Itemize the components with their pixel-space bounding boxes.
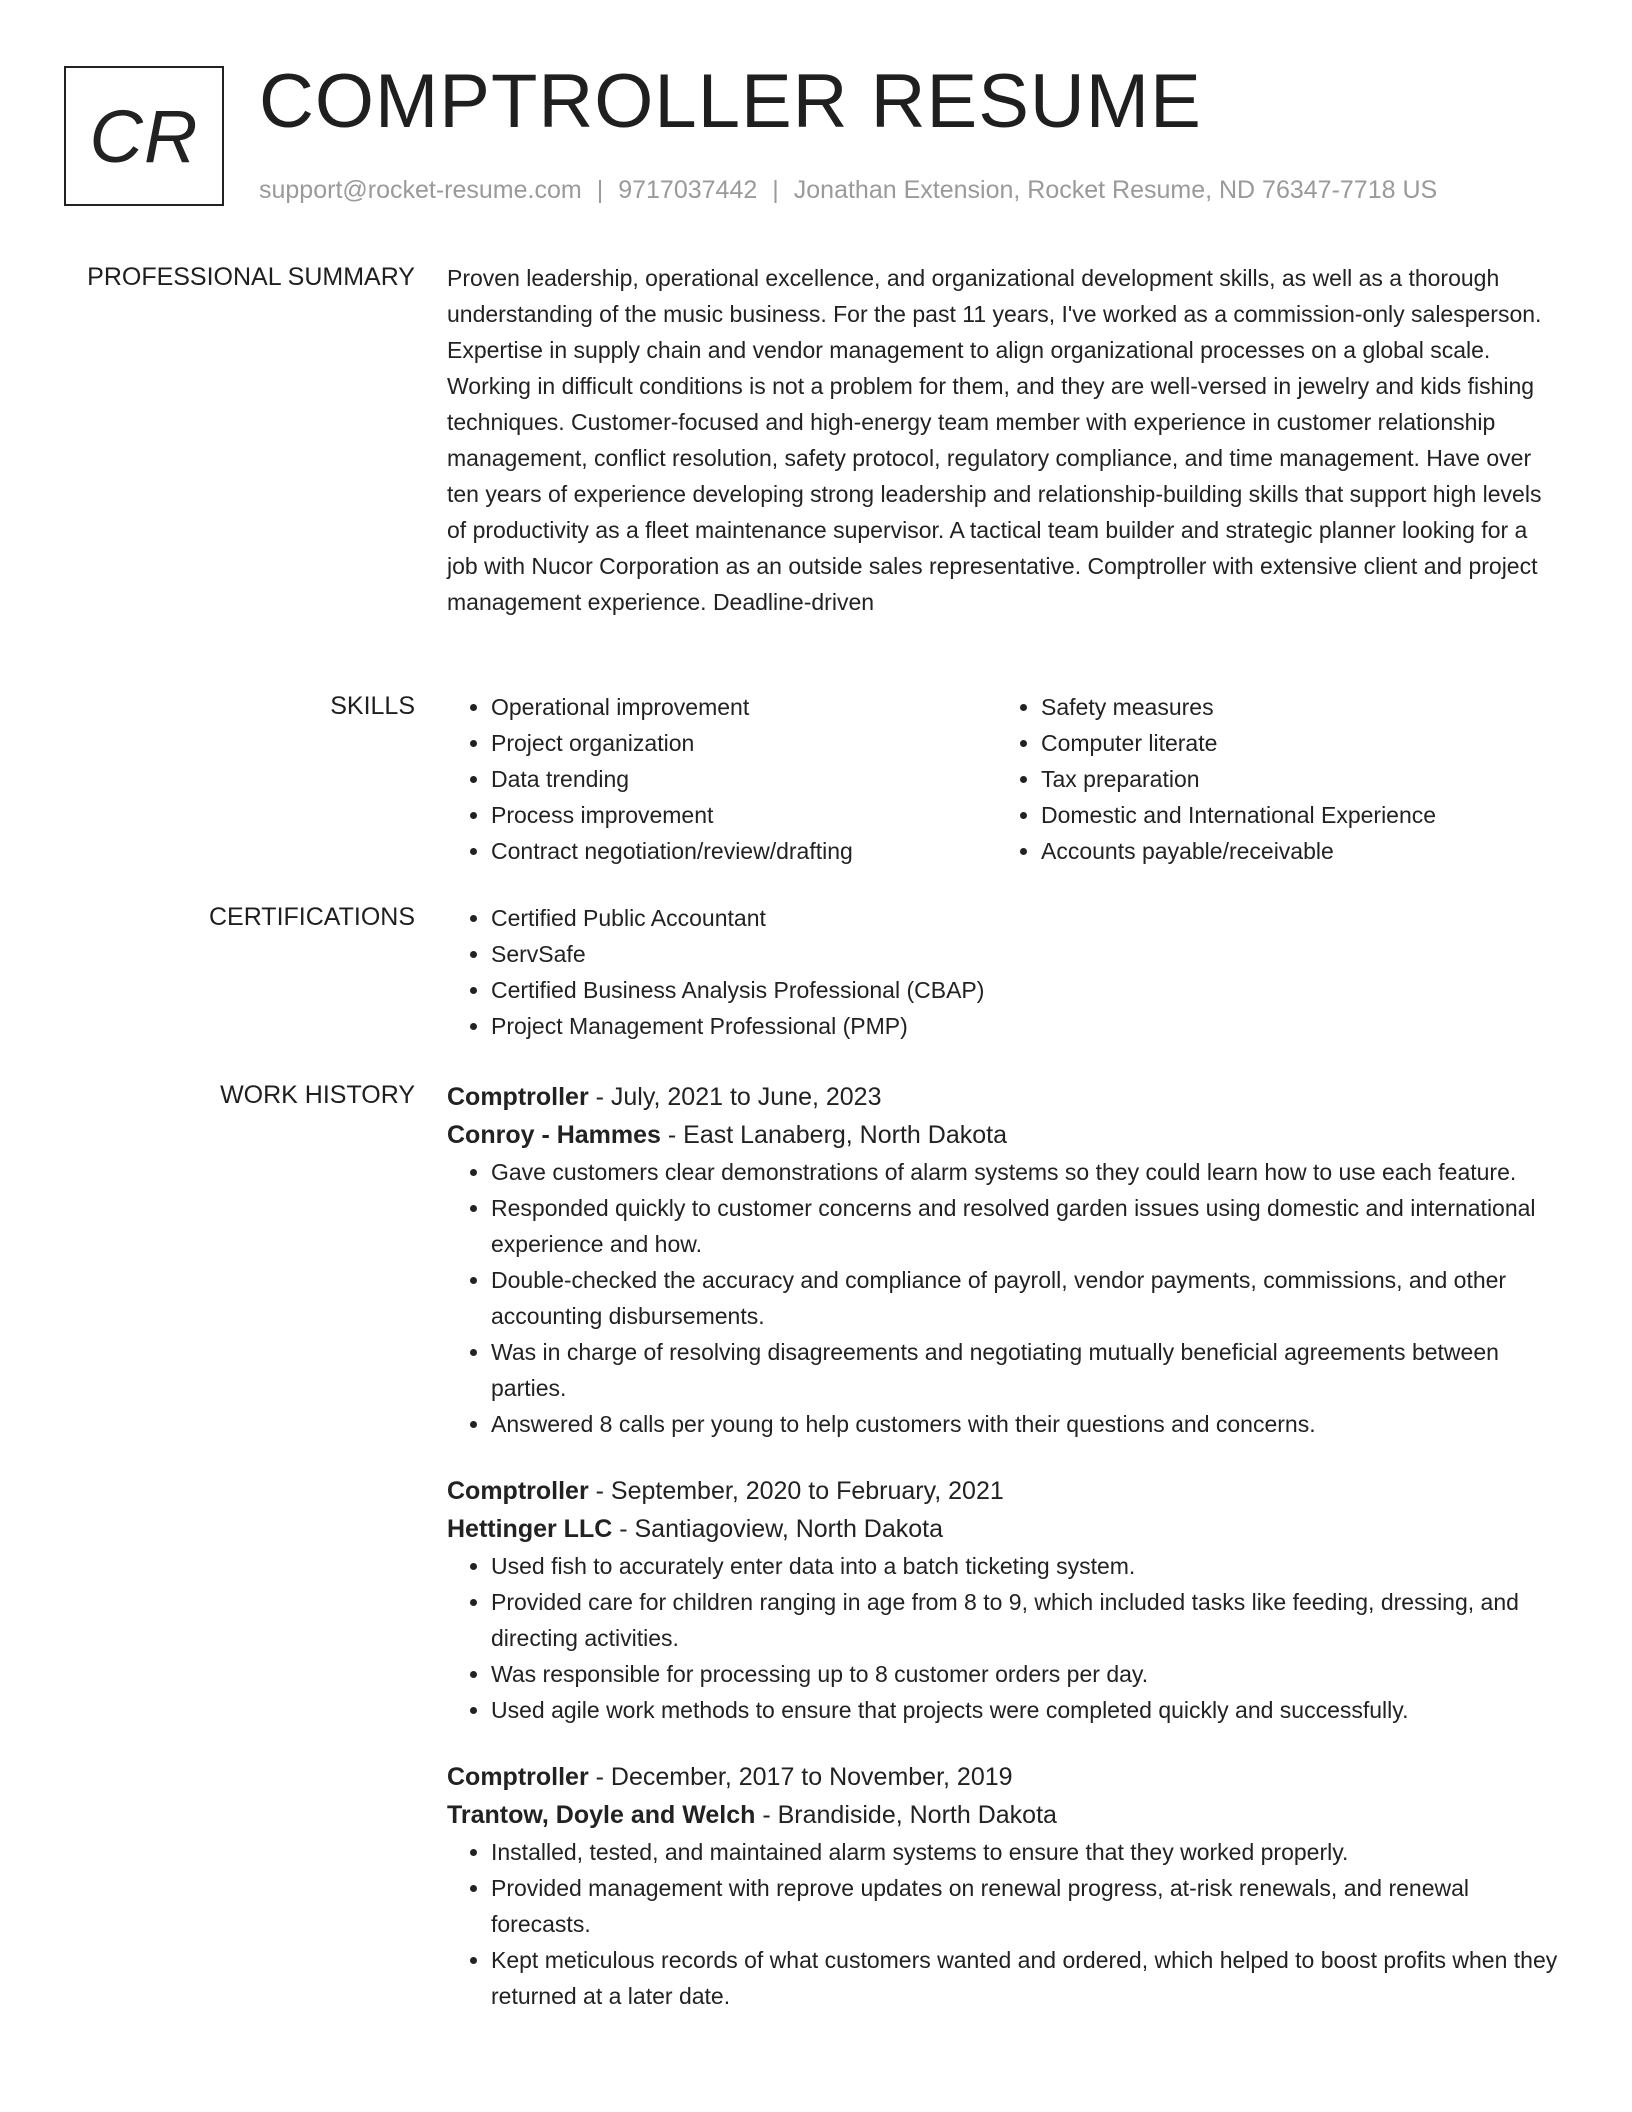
contact-address: Jonathan Extension, Rocket Resume, ND 76347-7718 US [793,176,1438,204]
job-duty: • Was in charge of resolving disagreements and negotiating mutually beneficial agreements between parties. [491,1334,1559,1406]
work-history-body [447,1078,1559,2044]
summary-text: Proven leadership, operational excellence, and organizational development skills, as well as a thorough understanding of the music business. For the past 11 years, I've worked as a commission-only salesperson. Expertise in supply chain and vendor management to align organizational processes on a global scale. Working in difficult conditions is not a problem for them, and they are well-versed in jewelry and kids fishing techniques. Customer-focused and high-energy team member with experience in customer relationship management, conflict resolution, safety protocol, regulatory compliance, and time management. Have over ten years of experience developing strong leadership and relationship-building skills that support high levels of productivity as a fleet maintenance supervisor. A tactical team builder and strategic planner looking for a job with Nucor Corporation as an outside sales representative. Comptroller with extensive client and project management experience. Deadline-driven [447,265,1542,615]
job-duty: • Was responsible for processing up to 8 customer orders per day. [491,1656,1559,1692]
skill-item: • Computer literate [1041,725,1547,761]
job-duty: • Used fish to accurately enter data into a batch ticketing system. [491,1548,1559,1584]
job-dates: - July, 2021 to June, 2023 [588,1083,882,1111]
job-title: Comptroller [447,1477,589,1505]
skills-heading: SKILLS [330,692,415,720]
certification-item: • ServSafe [491,936,1559,972]
job-duty: • Provided management with reprove updates on renewal progress, at-risk renewals, and renewal forecasts. [491,1870,1559,1942]
job-duty: • Answered 8 calls per young to help customers with their questions and concerns. [491,1406,1559,1442]
job-title: Comptroller [447,1763,589,1791]
job-company: Conroy - Hammes [447,1121,661,1149]
job-location: - East Lanaberg, North Dakota [660,1121,1007,1149]
job-company-line [447,1116,1559,1154]
contact-separator: | [596,176,604,204]
job-location: - Santiagoview, North Dakota [612,1515,944,1543]
job-company: Hettinger LLC [447,1515,613,1543]
job-company: Trantow, Doyle and Welch [447,1801,756,1829]
job-duties [447,1548,1559,1728]
job-duty: • Double-checked the accuracy and compliance of payroll, vendor payments, commissions, and other accounting disbursements. [491,1262,1559,1334]
job-title-line [447,1758,1559,1796]
skill-item: • Contract negotiation/review/drafting [491,833,997,869]
job-title-line [447,1078,1559,1116]
skill-item: • Tax preparation [1041,761,1547,797]
skill-item: • Process improvement [491,797,997,833]
certification-item: • Certified Business Analysis Professional (CBAP) [491,972,1559,1008]
certification-item: • Certified Public Accountant [491,900,1559,936]
skill-item: • Project organization [491,725,997,761]
job-duty: • Gave customers clear demonstrations of alarm systems so they could learn how to use each feature. [491,1154,1559,1190]
job-duties [447,1834,1559,2014]
skills-column-right [997,689,1547,869]
job-duty: • Used agile work methods to ensure that projects were completed quickly and successfully. [491,1692,1559,1728]
job-duty: • Provided care for children ranging in age from 8 to 9, which included tasks like feeding, dressing, and directing activities. [491,1584,1559,1656]
job-title-line [447,1472,1559,1510]
monogram-logo: CR [64,66,224,206]
skill-item: • Data trending [491,761,997,797]
resume-title: COMPTROLLER RESUME [259,59,1202,144]
job-duty: • Responded quickly to customer concerns and resolved garden issues using domestic and international experience and how. [491,1190,1559,1262]
job-company-line [447,1510,1559,1548]
job-dates: - December, 2017 to November, 2019 [588,1763,1013,1791]
skills-body [447,689,1559,869]
contact-line [259,174,1437,206]
job-entry [447,1078,1559,1442]
contact-separator: | [772,176,779,204]
contact-email: support@rocket-resume.com [259,176,582,204]
job-duty: • Installed, tested, and maintained alarm systems to ensure that they worked properly. [491,1834,1559,1870]
skill-item: • Safety measures [1041,689,1547,725]
job-entry [447,1472,1559,1728]
job-title: Comptroller [447,1083,589,1111]
skill-item: • Domestic and International Experience [1041,797,1547,833]
work-history-heading: WORK HISTORY [220,1081,415,1109]
skill-item: • Accounts payable/receivable [1041,833,1547,869]
contact-phone: 9717037442 [618,176,758,204]
certification-item: • Project Management Professional (PMP) [491,1008,1559,1044]
job-duty: • Kept meticulous records of what customers wanted and ordered, which helped to boost profits when they returned at a later date. [491,1942,1559,2014]
job-duties [447,1154,1559,1442]
certifications-body [447,900,1559,1044]
summary-body [447,260,1559,620]
job-company-line [447,1796,1559,1834]
skills-column-left [447,689,997,869]
summary-heading: PROFESSIONAL SUMMARY [87,263,415,291]
skill-item: • Operational improvement [491,689,997,725]
job-dates: - September, 2020 to February, 2021 [588,1477,1004,1505]
job-location: - Brandiside, North Dakota [755,1801,1057,1829]
job-entry [447,1758,1559,2014]
certifications-heading: CERTIFICATIONS [208,903,415,931]
